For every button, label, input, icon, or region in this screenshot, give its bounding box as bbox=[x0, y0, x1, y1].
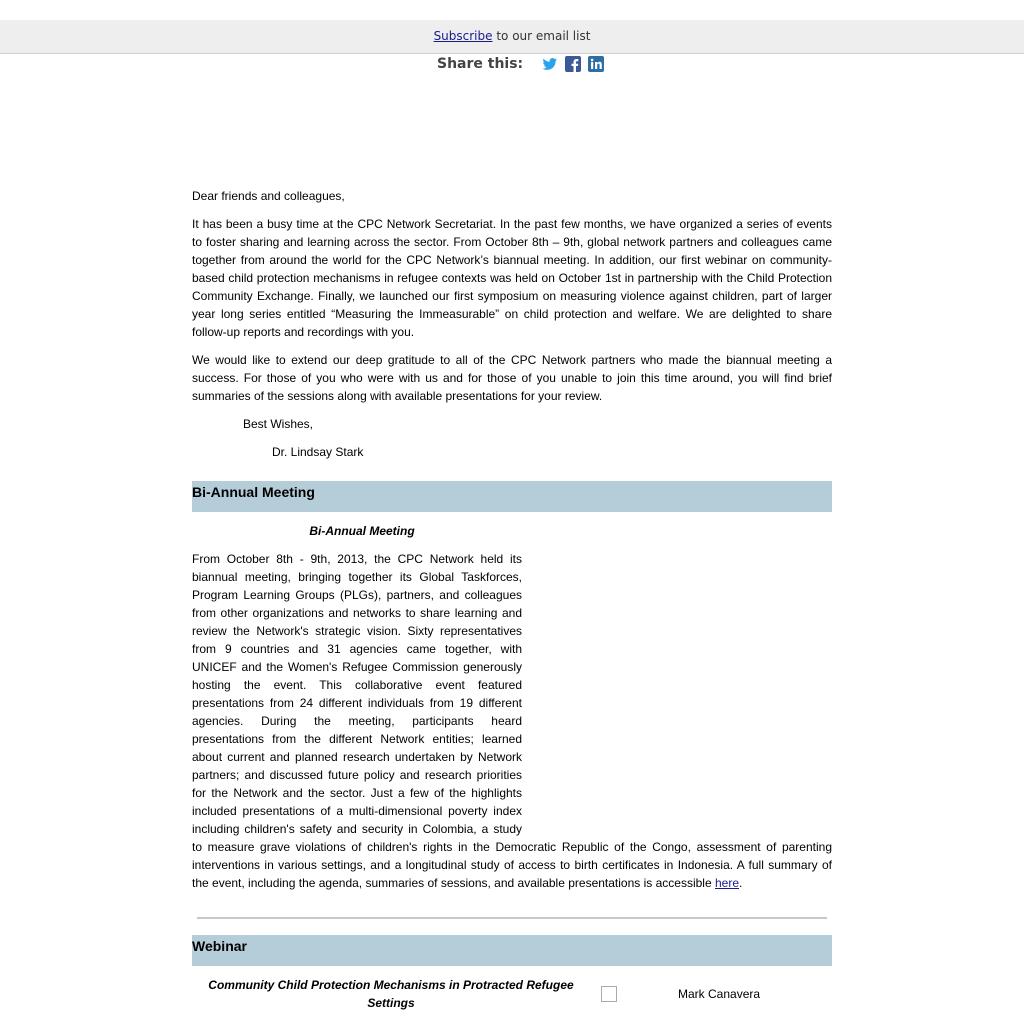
letter-paragraph-1: It has been a busy time at the CPC Network Secretariat. In the past few months, we have organized a series of events to foster sharing and learning across the sector. From October 8th – 9th, global network partners and colleagues came together from around the world for the CPC Network’s biannual meeting. In addition, our first webinar on community-based child protection mechanisms in refugee contexts was held on October 1st in partnership with the Child Protection Community Exchange. Finally, we launched our first symposium on measuring violence against children, part of larger year long series entitled “Measuring the Immeasurable” on child protection and welfare. We are delighted to share follow-up reports and recordings with you. bbox=[192, 217, 832, 339]
linkedin-icon[interactable] bbox=[588, 56, 604, 72]
facebook-icon[interactable] bbox=[565, 56, 581, 72]
webinar-header-title: Webinar bbox=[192, 938, 247, 954]
webinar-image-alt: Mark Canavera bbox=[678, 987, 761, 1001]
letter-signature-block bbox=[272, 443, 472, 461]
letter-closing-block bbox=[243, 415, 443, 433]
letter-greeting: Dear friends and colleagues, bbox=[192, 189, 345, 203]
share-label: Share this: bbox=[437, 56, 524, 72]
subscribe-link[interactable]: Subscribe bbox=[433, 29, 493, 43]
biannual-summary-link[interactable]: here bbox=[714, 876, 740, 890]
subscribe-bar bbox=[0, 20, 1024, 54]
letter-paragraph-2-block bbox=[192, 351, 832, 405]
letter-signature: Dr. Lindsay Stark bbox=[272, 445, 364, 459]
biannual-body-narrow: From October 8th - 9th, 2013, the CPC Network held its biannual meeting, bringing together its Global Taskforces, Program Learning Groups (PLGs), partners, and colleagues from other organizations and networks to share learning and review the Network's strategic vision. Sixty representatives from 9 countries and 31 agencies came together, with UNICEF and the Women's Refugee Commission generously hosting the event. This collaborative event featured presentations from 24 different individuals from 19 different agencies. During the meeting, participants heard presentations from the different Network entities; learned about current and planned research undertaken by Network partners; and discussed future policy and research priorities for the Network and the sector. Just a few of the highlights included presentations of a multi-dimensional poverty index including children's safety and security in Colombia, a study bbox=[192, 552, 522, 836]
broken-image-icon bbox=[601, 986, 617, 1002]
twitter-icon[interactable] bbox=[542, 56, 558, 72]
biannual-body-wide-block bbox=[192, 838, 832, 892]
letter-paragraph-1-block bbox=[192, 215, 832, 341]
biannual-body-narrow-block bbox=[192, 550, 522, 838]
biannual-body-wide: to measure grave violations of children's rights in the Democratic Republic of the Congo, assessment of parenting interventions in various settings, and a longitudinal study of access to birth certificates in Indonesia. A full summary of the event, including the agenda, summaries of sessions, and available presentations is accessible bbox=[192, 840, 832, 890]
webinar-title: Community Child Protection Mechanisms in Protracted Refugee Settings bbox=[208, 978, 574, 1010]
letter-paragraph-2: We would like to extend our deep gratitude to all of the CPC Network partners who made the biannual meeting a success. For those of you who were with us and for those of you unable to join this time around, you will find brief summaries of the sessions along with available presentations for your review. bbox=[192, 353, 832, 403]
biannual-subtitle: Bi-Annual Meeting bbox=[309, 524, 415, 538]
biannual-link-tail: . bbox=[739, 876, 743, 890]
share-bar bbox=[437, 54, 604, 74]
section-divider bbox=[197, 917, 827, 919]
letter-closing: Best Wishes, bbox=[243, 417, 314, 431]
letter-greeting-block bbox=[192, 187, 832, 205]
webinar-section-header bbox=[192, 935, 832, 966]
subscribe-text: to our email list bbox=[492, 29, 591, 43]
biannual-header-title: Bi-Annual Meeting bbox=[192, 484, 315, 500]
biannual-section-header bbox=[192, 481, 832, 512]
